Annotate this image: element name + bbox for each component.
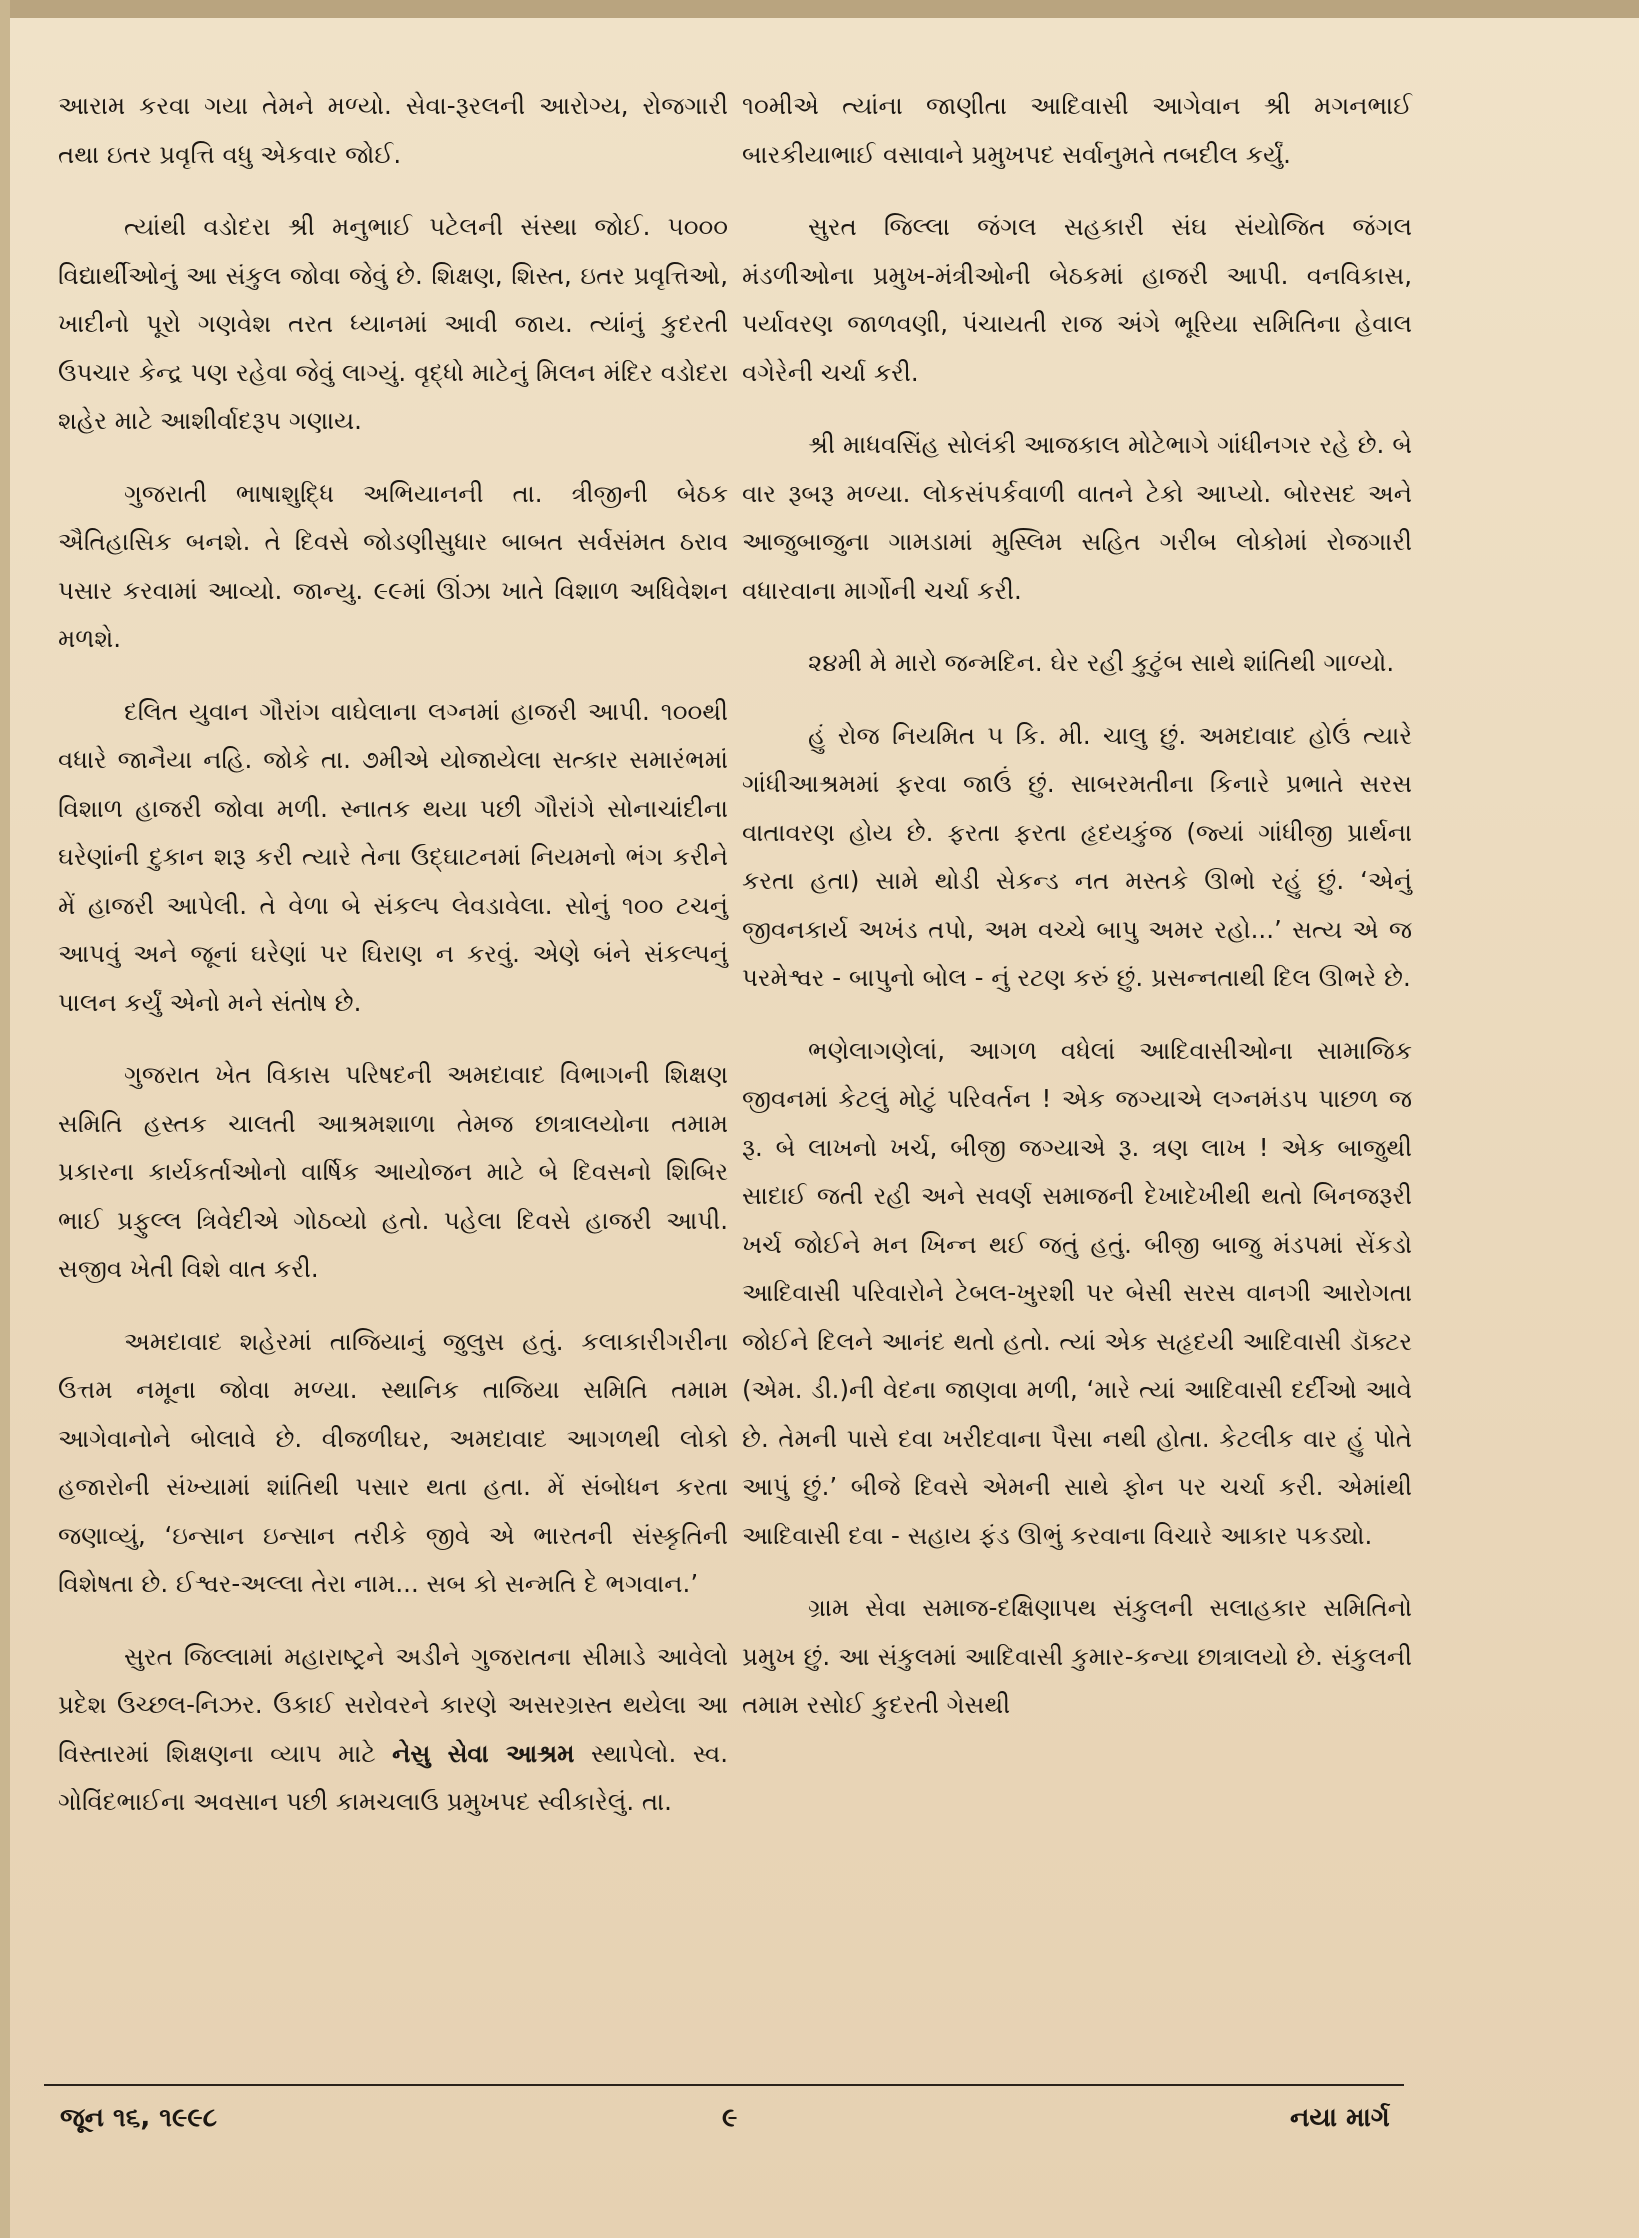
left-paragraph-7-start: સુરત જિલ્લામાં મહારાષ્ટ્રને અડીને ગુજરાતના સીમાડે આવેલો પ્રદેશ ઉચ્છલ-નિઝર. ઉકાઈ સરોવરને કારણે અસરગ્રસ્ત થયેલા આ વિસ્તારમાં શિક્ષણના વ્યાપ માટે [58, 1641, 728, 1768]
right-paragraph-2: સુરત જિલ્લા જંગલ સહકારી સંઘ સંયોજિત જંગલ મંડળીઓના પ્રમુખ-મંત્રીઓની બેઠકમાં હાજરી આપી. વનવિકાસ, પર્યાવરણ જાળવણી, પંચાયતી રાજ અંગે ભૂરિયા સમિતિના હેવાલ વગેરેની ચર્ચા કરી. [742, 212, 1412, 387]
right-paragraph-3: શ્રી માધવસિંહ સોલંકી આજકાલ મોટેભાગે ગાંધીનગર રહે છે. બે વાર રૂબરૂ મળ્યા. લોકસંપર્કવાળી વાતને ટેકો આપ્યો. બોરસદ અને આજુબાજુના ગામડામાં મુસ્લિમ સહિત ગરીબ લોકોમાં રોજગારી વધારવાના માર્ગોની ચર્ચા કરી. [742, 430, 1412, 605]
left-paragraph-1: આરામ કરવા ગયા તેમને મળ્યો. સેવા-રૂરલની આરોગ્ય, રોજગારી તથા ઇતર પ્રવૃત્તિ વધુ એકવાર જોઈ. [58, 91, 728, 169]
left-paragraph-6: અમદાવાદ શહેરમાં તાજિયાનું જુલુસ હતું. કલાકારીગરીના ઉત્તમ નમૂના જોવા મળ્યા. સ્થાનિક તાજિયા સમિતિ તમામ આગેવાનોને બોલાવે છે. વીજળીઘર, અમદાવાદ આગળથી લોકો હજારોની સંખ્યામાં શાંતિથી પસાર થતા હતા. મેં સંબોધન કરતા જણાવ્યું, ‘ઇન્સાન ઇન્સાન તરીકે જીવે એ ભારતની સંસ્કૃતિની વિશેષતા છે. ઈશ્વર-અલ્લા તેરા નામ... સબ કો સન્મતિ દે ભગવાન.’ [58, 1326, 728, 1598]
right-paragraph-6: ભણેલાગણેલાં, આગળ વધેલાં આદિવાસીઓના સામાજિક જીવનમાં કેટલું મોટું પરિવર્તન ! એક જગ્યાએ લગ્નમંડપ પાછળ જ રૂ. બે લાખનો ખર્ચ, બીજી જગ્યાએ રૂ. ત્રણ લાખ ! એક બાજુથી સાદાઈ જતી રહી અને સવર્ણ સમાજની દેખાદેખીથી થતો બિનજરૂરી ખર્ચ જોઈને મન ખિન્ન થઈ જતું હતું. બીજી બાજુ મંડપમાં સેંકડો આદિવાસી પરિવારોને ટેબલ-ખુરશી પર બેસી સરસ વાનગી આરોગતા જોઈને દિલને આનંદ થતો હતો. ત્યાં એક સહૃદયી આદિવાસી ડૉક્ટર (એમ. ડી.)ની વેદના જાણવા મળી, ‘મારે ત્યાં આદિવાસી દર્દીઓ આવે છે. તેમની પાસે દવા ખરીદવાના પૈસા નથી હોતા. કેટલીક વાર હું પોતે આપું છું.’ બીજે દિવસે એમની સાથે ફોન પર ચર્ચા કરી. એમાંથી આદિવાસી દવા - સહાય ફંડ ઊભું કરવાના વિચારે આકાર પકડ્યો. [742, 1035, 1412, 1550]
footer-date: જૂન ૧૬, ૧૯૯૮ [60, 2103, 218, 2133]
right-paragraph-5: હું રોજ નિયમિત ૫ કિ. મી. ચાલુ છું. અમદાવાદ હોઉં ત્યારે ગાંધીઆશ્રમમાં ફરવા જાઉં છું. સાબરમતીના કિનારે પ્રભાતે સરસ વાતાવરણ હોય છે. ફરતા ફરતા હૃદયકુંજ (જ્યાં ગાંધીજી પ્રાર્થના કરતા હતા) સામે થોડી સેકન્ડ નત મસ્તકે ઊભો રહું છું. ‘એનું જીવનકાર્ય અખંડ તપો, અમ વચ્ચે બાપુ અમર રહો...’ સત્ય એ જ પરમેશ્વર - બાપુનો બોલ - નું રટણ કરું છું. પ્રસન્નતાથી દિલ ઊભરે છે. [742, 720, 1412, 992]
left-paragraph-7-end: સ્થાપેલો. સ્વ. ગોવિંદભાઈના અવસાન પછી કામચલાઉ પ્રમુખપદ સ્વીકારેલું. તા. [58, 1738, 729, 1816]
right-paragraph-1: ૧૦મીએ ત્યાંના જાણીતા આદિવાસી આગેવાન શ્રી મગનભાઈ બારકીયાભાઈ વસાવાને પ્રમુખપદ સર્વાનુમતે તબદીલ કર્યું. [742, 91, 1412, 169]
right-paragraph-7: ગ્રામ સેવા સમાજ-દક્ષિણાપથ સંકુલની સલાહકાર સમિતિનો પ્રમુખ છું. આ સંકુલમાં આદિવાસી કુમાર-કન્યા છાત્રાલયો છે. સંકુલની તમામ રસોઈ કુદરતી ગેસથી [742, 1593, 1412, 1719]
right-column [742, 82, 1412, 1754]
left-paragraph-3: ગુજરાતી ભાષાશુદ્ધિ અભિયાનની તા. ત્રીજીની બેઠક ઐતિહાસિક બનશે. તે દિવસે જોડણીસુધાર બાબત સર્વસંમત ઠરાવ પસાર કરવામાં આવ્યો. જાન્યુ. ૯૯માં ઊંઝા ખાતે વિશાળ અધિવેશન મળશે. [58, 478, 728, 653]
left-paragraph-2: ત્યાંથી વડોદરા શ્રી મનુભાઈ પટેલની સંસ્થા જોઈ. ૫૦૦૦ વિદ્યાર્થીઓનું આ સંકુલ જોવા જેવું છે. શિક્ષણ, શિસ્ત, ઇતર પ્રવૃત્તિઓ, ખાદીનો પૂરો ગણવેશ તરત ધ્યાનમાં આવી જાય. ત્યાંનું કુદરતી ઉપચાર કેન્દ્ર પણ રહેવા જેવું લાગ્યું. વૃદ્ધો માટેનું મિલન મંદિર વડોદરા શહેર માટે આશીર્વાદરૂપ ગણાય. [58, 212, 728, 435]
page-top-edge [0, 0, 1639, 18]
left-paragraph-7 [58, 1633, 728, 1827]
left-paragraph-4: દલિત યુવાન ગૌરાંગ વાઘેલાના લગ્નમાં હાજરી આપી. ૧૦૦થી વધારે જાનૈયા નહિ. જોકે તા. ૭મીએ યોજાયેલા સત્કાર સમારંભમાં વિશાળ હાજરી જોવા મળી. સ્નાતક થયા પછી ગૌરાંગે સોનાચાંદીના ઘરેણાંની દુકાન શરૂ કરી ત્યારે તેના ઉદ્ઘાટનમાં નિયમનો ભંગ કરીને મેં હાજરી આપેલી. તે વેળા બે સંકલ્પ લેવડાવેલા. સોનું ૧૦૦ ટચનું આપવું અને જૂનાં ઘરેણાં પર ઘિરાણ ન કરવું. એણે બંને સંકલ્પનું પાલન કર્યું એનો મને સંતોષ છે. [58, 696, 728, 1017]
footer-publication-title: નયા માર્ગ [1290, 2103, 1390, 2133]
left-paragraph-5: ગુજરાત ખેત વિકાસ પરિષદની અમદાવાદ વિભાગની શિક્ષણ સમિતિ હસ્તક ચાલતી આશ્રમશાળા તેમજ છાત્રાલયોના તમામ પ્રકારના કાર્યકર્તાઓનો વાર્ષિક આયોજન માટે બે દિવસનો શિબિર ભાઈ પ્રફુલ્લ ત્રિવેદીએ ગોઠવ્યો હતો. પહેલા દિવસે હાજરી આપી. સજીવ ખેતી વિશે વાત કરી. [58, 1060, 728, 1283]
ashram-name-bold: નેસુ સેવા આશ્રમ [392, 1738, 575, 1768]
footer-rule [44, 2084, 1404, 2086]
left-column [58, 82, 728, 1851]
footer-page-number: ૯ [722, 2103, 738, 2133]
page-left-edge [0, 0, 10, 2238]
right-paragraph-4: ૨૪મી મે મારો જન્મદિન. ઘેર રહી કુટુંબ સાથે શાંતિથી ગાળ્યો. [808, 648, 1395, 677]
